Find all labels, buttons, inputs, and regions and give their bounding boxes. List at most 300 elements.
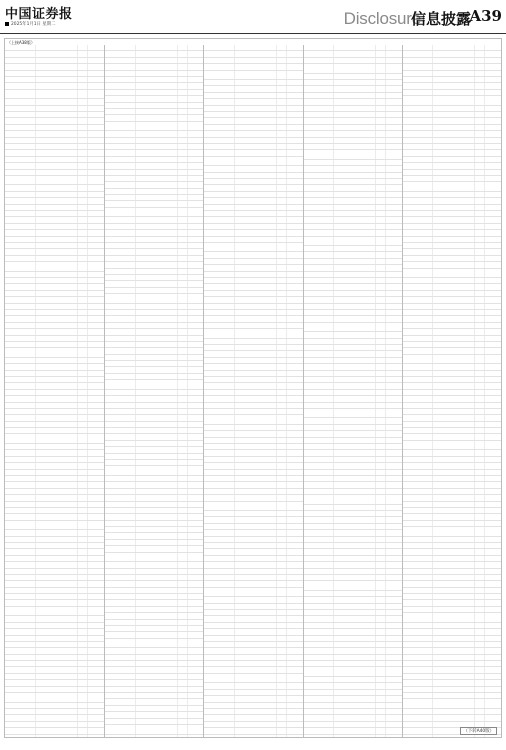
table-cell: [204, 377, 233, 382]
table-cell: [77, 371, 87, 376]
table-cell: [432, 434, 474, 439]
table-cell: [286, 636, 303, 641]
table-cell: [187, 374, 204, 379]
table-cell: [5, 284, 35, 289]
table-cell: [204, 537, 233, 542]
table-row: [5, 521, 104, 531]
table-cell: [5, 655, 35, 660]
table-cell: [474, 457, 484, 462]
table-cell: [177, 355, 187, 360]
table-cell: [276, 138, 286, 143]
table-cell: [135, 632, 177, 637]
table-cell: [276, 690, 286, 695]
table-cell: [276, 237, 286, 242]
table-cell: [403, 629, 432, 634]
table-cell: [77, 687, 87, 692]
table-cell: [304, 173, 333, 178]
table-cell: [35, 728, 78, 733]
table-cell: [403, 182, 432, 191]
table-cell: [187, 540, 204, 545]
table-cell: [304, 470, 333, 475]
table-cell: [204, 482, 233, 487]
table-cell: [87, 138, 104, 143]
table-cell: [304, 224, 333, 229]
table-cell: [375, 316, 385, 321]
table-cell: [474, 581, 484, 586]
table-cell: [484, 157, 501, 162]
table-cell: [276, 157, 286, 166]
table-cell: [77, 735, 87, 738]
table-cell: [35, 687, 78, 692]
table-cell: [484, 680, 501, 685]
table-cell: [276, 93, 286, 98]
table-cell: [135, 208, 177, 217]
table-cell: [484, 594, 501, 599]
table-cell: [484, 470, 501, 475]
table-cell: [135, 131, 177, 136]
table-cell: [77, 728, 87, 733]
table-cell: [385, 709, 402, 714]
table-cell: [286, 581, 303, 586]
table-cell: [135, 367, 177, 372]
table-cell: [87, 674, 104, 679]
table-cell: [204, 463, 233, 468]
table-cell: [286, 64, 303, 69]
table-cell: [77, 90, 87, 99]
table-cell: [286, 517, 303, 522]
table-cell: [484, 495, 501, 500]
table-cell: [484, 336, 501, 341]
table-cell: [187, 138, 204, 143]
continued-to-note: （下转A40版）: [460, 727, 497, 735]
table-cell: [35, 409, 78, 414]
table-cell: [77, 249, 87, 254]
table-cell: [234, 291, 276, 296]
table-cell: [35, 722, 78, 727]
table-cell: [177, 415, 187, 420]
table-cell: [5, 364, 35, 369]
table-cell: [234, 358, 276, 363]
table-cell: [177, 329, 187, 334]
table-cell: [276, 45, 286, 50]
table-cell: [403, 728, 432, 733]
table-cell: [375, 230, 385, 235]
table-cell: [286, 230, 303, 235]
table-cell: [304, 297, 333, 302]
table-cell: [484, 502, 501, 507]
table-cell: [474, 45, 484, 50]
table-cell: [375, 444, 385, 449]
table-cell: [304, 604, 333, 609]
table-cell: [87, 623, 104, 628]
table-cell: [484, 90, 501, 95]
table-cell: [474, 600, 484, 605]
table-cell: [177, 466, 187, 475]
table-cell: [35, 329, 78, 334]
table-cell: [5, 594, 35, 599]
table-cell: [177, 144, 187, 149]
table-cell: [385, 562, 402, 567]
table-cell: [35, 45, 78, 50]
table-cell: [333, 224, 375, 229]
table-cell: [304, 418, 333, 423]
table-cell: [87, 45, 104, 50]
table-cell: [333, 173, 375, 178]
table-cell: [375, 677, 385, 682]
table-cell: [234, 58, 276, 63]
table-cell: [234, 482, 276, 487]
table-cell: [187, 655, 204, 660]
table-cell: [375, 476, 385, 481]
table-cell: [135, 594, 177, 599]
table-cell: [135, 316, 177, 321]
table-cell: [403, 642, 432, 647]
table-cell: [432, 45, 474, 50]
table-cell: [432, 83, 474, 88]
table-cell: [432, 396, 474, 401]
table-cell: [484, 415, 501, 420]
table-cell: [177, 502, 187, 507]
table-cell: [276, 683, 286, 688]
table-cell: [286, 511, 303, 516]
table-cell: [105, 304, 134, 309]
table-cell: [35, 243, 78, 248]
table-cell: [135, 687, 177, 692]
table-cell: [35, 377, 78, 382]
table-cell: [35, 256, 78, 261]
table-cell: [35, 434, 78, 443]
table-cell: [204, 655, 233, 660]
table-cell: [234, 144, 276, 149]
table-cell: [375, 80, 385, 85]
table-cell: [304, 205, 333, 210]
table-cell: [432, 125, 474, 130]
table-cell: [5, 722, 35, 727]
table-cell: [276, 715, 286, 720]
table-cell: [432, 138, 474, 143]
table-cell: [484, 489, 501, 494]
table-cell: [35, 176, 78, 185]
table-cell: [35, 594, 78, 599]
table-cell: [432, 450, 474, 455]
table-cell: [177, 476, 187, 481]
table-cell: [135, 336, 177, 341]
table-cell: [87, 680, 104, 685]
table-cell: [304, 438, 333, 443]
table-cell: [204, 310, 233, 315]
table-cell: [35, 482, 78, 487]
table-cell: [77, 262, 87, 271]
table-cell: [375, 616, 385, 621]
table-cell: [474, 470, 484, 475]
table-cell: [77, 118, 87, 123]
table-cell: [375, 569, 385, 574]
table-cell: [204, 323, 233, 328]
table-cell: [286, 431, 303, 436]
table-cell: [403, 284, 432, 289]
table-cell: [87, 422, 104, 427]
table-cell: [135, 667, 177, 672]
table-cell: [77, 224, 87, 229]
table-cell: [276, 259, 286, 264]
table-cell: [135, 390, 177, 395]
table-cell: [333, 581, 375, 590]
table-cell: [177, 533, 187, 538]
table-cell: [403, 297, 432, 302]
table-cell: [286, 125, 303, 130]
table-cell: [135, 262, 177, 267]
table-cell: [105, 355, 134, 360]
table-cell: [403, 83, 432, 88]
table-cell: [187, 195, 204, 200]
table-cell: [5, 489, 35, 494]
table-cell: [177, 422, 187, 427]
table-cell: [87, 390, 104, 395]
table-cell: [432, 428, 474, 433]
table-cell: [375, 489, 385, 494]
table-cell: [187, 495, 204, 500]
table-row: [105, 208, 203, 218]
table-cell: [385, 86, 402, 91]
table-cell: [35, 422, 78, 427]
table-cell: [87, 562, 104, 567]
table-cell: [234, 489, 276, 494]
table-cell: [135, 58, 177, 63]
table-cell: [187, 422, 204, 427]
table-cell: [286, 457, 303, 462]
table-cell: [204, 86, 233, 91]
table-cell: [375, 735, 385, 738]
table-cell: [105, 460, 134, 465]
table-cell: [375, 530, 385, 535]
table-cell: [204, 517, 233, 522]
table-cell: [234, 278, 276, 283]
table-cell: [234, 502, 276, 511]
table-cell: [77, 693, 87, 702]
table-cell: [474, 310, 484, 315]
table-cell: [385, 310, 402, 315]
table-cell: [304, 581, 333, 590]
table-cell: [5, 291, 35, 296]
table-cell: [403, 715, 432, 720]
table-cell: [177, 323, 187, 328]
table-cell: [304, 339, 333, 344]
table-cell: [286, 415, 303, 424]
table-cell: [403, 588, 432, 593]
table-cell: [5, 297, 35, 302]
table-cell: [385, 166, 402, 171]
table-cell: [385, 297, 402, 302]
table-cell: [204, 230, 233, 235]
table-cell: [286, 383, 303, 388]
table-cell: [333, 185, 375, 190]
table-cell: [105, 90, 134, 95]
table-cell: [276, 396, 286, 401]
table-cell: [276, 629, 286, 634]
table-cell: [234, 243, 276, 252]
table-cell: [5, 667, 35, 672]
table-cell: [333, 524, 375, 529]
table-cell: [187, 90, 204, 95]
table-cell: [135, 600, 177, 605]
table-cell: [474, 648, 484, 653]
table-cell: [432, 441, 474, 450]
table-cell: [432, 106, 474, 111]
table-cell: [177, 195, 187, 200]
table-row: [204, 71, 302, 81]
table-cell: [105, 441, 134, 446]
table-cell: [234, 125, 276, 130]
table-cell: [87, 434, 104, 443]
table-cell: [304, 138, 333, 143]
table-cell: [87, 514, 104, 519]
table-cell: [204, 284, 233, 289]
table-cell: [105, 230, 134, 235]
table-cell: [333, 623, 375, 628]
table-cell: [432, 613, 474, 622]
table-cell: [333, 351, 375, 356]
table-cell: [177, 224, 187, 229]
table-cell: [187, 600, 204, 605]
table-cell: [105, 466, 134, 475]
table-cell: [385, 470, 402, 475]
table-cell: [333, 709, 375, 714]
table-cell: [105, 648, 134, 653]
table-cell: [135, 712, 177, 717]
table-cell: [403, 198, 432, 203]
table-cell: [35, 476, 78, 481]
table-row: [105, 122, 203, 132]
table-cell: [77, 495, 87, 500]
table-cell: [135, 275, 177, 280]
table-cell: [77, 667, 87, 672]
table-cell: [5, 83, 35, 88]
table-cell: [177, 396, 187, 401]
table-cell: [484, 450, 501, 455]
table-cell: [234, 259, 276, 264]
table-cell: [484, 674, 501, 679]
table-cell: [286, 648, 303, 653]
table-cell: [234, 616, 276, 621]
table-cell: [484, 629, 501, 634]
table-cell: [276, 604, 286, 609]
table-cell: [177, 288, 187, 293]
table-cell: [432, 502, 474, 507]
page-number: A39: [469, 7, 502, 25]
table-cell: [333, 211, 375, 216]
table-cell: [77, 157, 87, 162]
table-cell: [87, 588, 104, 593]
table-cell: [276, 131, 286, 136]
table-cell: [77, 434, 87, 443]
table-cell: [204, 431, 233, 436]
table-cell: [286, 185, 303, 190]
table-cell: [77, 722, 87, 727]
table-cell: [204, 144, 233, 149]
table-cell: [375, 537, 385, 542]
table-cell: [87, 470, 104, 475]
table-cell: [333, 310, 375, 315]
table-cell: [484, 163, 501, 168]
table-cell: [204, 543, 233, 548]
table-cell: [385, 291, 402, 296]
table-cell: [403, 211, 432, 216]
header-rule: [0, 33, 506, 34]
table-cell: [35, 703, 78, 708]
table-cell: [286, 157, 303, 166]
table-cell: [177, 176, 187, 181]
table-cell: [35, 569, 78, 574]
table-cell: [403, 364, 432, 369]
table-cell: [105, 51, 134, 56]
table-cell: [177, 735, 187, 738]
disclosure-label: Disclosure: [343, 9, 421, 28]
table-cell: [286, 530, 303, 535]
table-cell: [474, 693, 484, 698]
table-cell: [177, 409, 187, 414]
table-cell: [484, 693, 501, 698]
table-cell: [484, 434, 501, 439]
table-cell: [385, 106, 402, 111]
table-cell: [135, 422, 177, 427]
table-cell: [304, 192, 333, 197]
table-cell: [403, 415, 432, 420]
table-cell: [87, 607, 104, 616]
table-cell: [385, 51, 402, 56]
table-cell: [105, 706, 134, 711]
table-cell: [333, 616, 375, 621]
table-cell: [403, 457, 432, 462]
table-cell: [187, 288, 204, 293]
table-cell: [474, 355, 484, 364]
table-cell: [35, 138, 78, 143]
table-cell: [375, 604, 385, 609]
table-cell: [333, 74, 375, 79]
table-cell: [385, 597, 402, 602]
table-cell: [5, 163, 35, 168]
table-cell: [403, 377, 432, 382]
table-cell: [177, 632, 187, 637]
table-cell: [276, 728, 286, 733]
table-cell: [304, 597, 333, 602]
table-cell: [187, 58, 204, 63]
table-cell: [403, 508, 432, 513]
table-cell: [77, 588, 87, 593]
table-cell: [234, 409, 276, 414]
table-cell: [385, 722, 402, 727]
table-cell: [105, 342, 134, 347]
table-cell: [177, 607, 187, 612]
table-cell: [474, 575, 484, 580]
table-cell: [234, 185, 276, 190]
table-cell: [5, 316, 35, 321]
table-cell: [204, 549, 233, 554]
table-cell: [375, 556, 385, 561]
table-cell: [187, 77, 204, 82]
table-cell: [304, 252, 333, 257]
table-cell: [177, 667, 187, 672]
table-cell: [304, 642, 333, 647]
table-cell: [177, 249, 187, 254]
table-cell: [385, 278, 402, 283]
table-cell: [286, 291, 303, 296]
table-cell: [177, 687, 187, 692]
table-cell: [304, 591, 333, 596]
table-cell: [234, 562, 276, 567]
table-cell: [375, 629, 385, 634]
table-cell: [276, 297, 286, 302]
table-cell: [333, 259, 375, 264]
